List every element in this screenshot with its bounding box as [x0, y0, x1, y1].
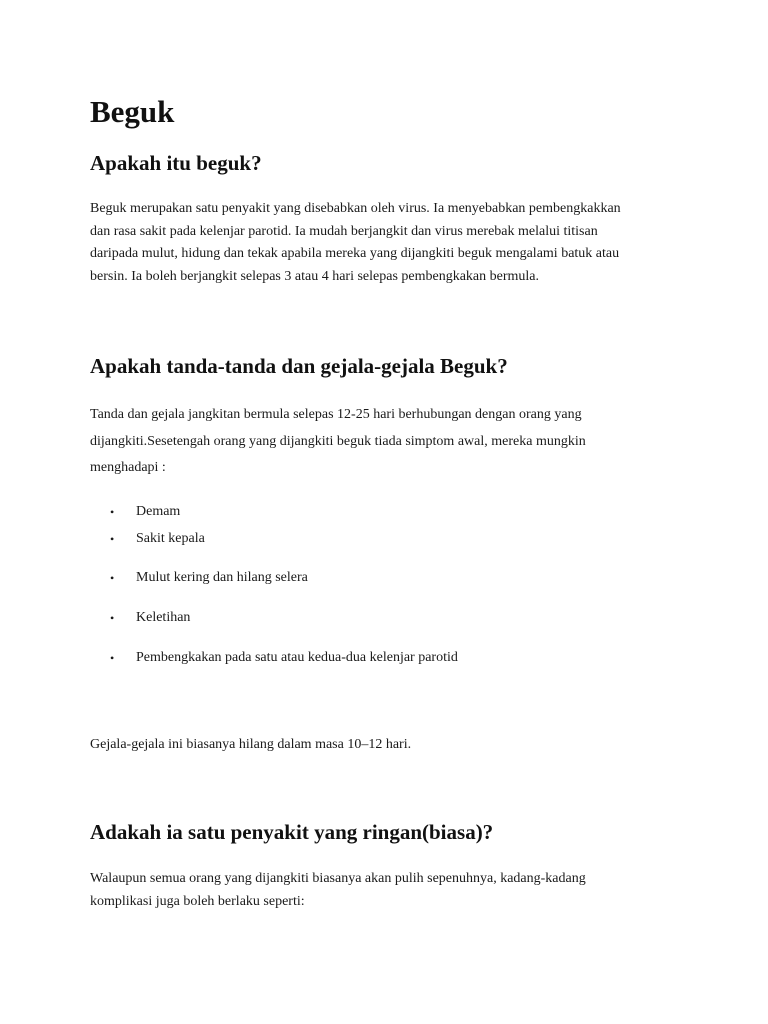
paragraph-line: daripada mulut, hidung dan tekak apabila mereka yang dijangkiti beguk mengalami batuk atau [90, 246, 620, 262]
section1-paragraph [90, 198, 690, 289]
bullet-icon: • [110, 651, 115, 665]
list-item-text: Demam [136, 504, 181, 519]
bullet-icon: • [110, 571, 115, 585]
section-heading-apakah-itu-beguk: Apakah itu beguk? [90, 151, 262, 175]
paragraph-line: menghadapi : [90, 460, 166, 476]
list-item-text: Pembengkakan pada satu atau kedua-dua kelenjar parotid [136, 650, 458, 665]
paragraph-line: dan rasa sakit pada kelenjar parotid. Ia mudah berjangkit dan virus merebak melalui titisan [90, 223, 598, 239]
section3-paragraph [90, 868, 690, 913]
bullet-icon: • [110, 611, 115, 625]
paragraph-line: Walaupun semua orang yang dijangkiti biasanya akan pulih sepenuhnya, kadang-kadang [90, 871, 586, 886]
list-item-text: Keletihan [136, 610, 191, 625]
section-heading-penyakit-ringan: Adakah ia satu penyakit yang ringan(biasa)? [90, 820, 494, 844]
paragraph-line: dijangkiti.Sesetengah orang yang dijangkiti beguk tiada simptom awal, mereka mungkin [90, 433, 586, 449]
list-item-text: Mulut kering dan hilang selera [136, 570, 308, 585]
paragraph-line: Gejala-gejala ini biasanya hilang dalam masa 10–12 hari. [90, 737, 412, 752]
paragraph-line: Tanda dan gejala jangkitan bermula selepas 12-25 hari berhubungan dengan orang yang [90, 407, 582, 422]
section-heading-tanda-gejala: Apakah tanda-tanda dan gejala-gejala Beguk? [90, 354, 508, 378]
section2-paragraph [90, 402, 690, 482]
bullet-icon: • [110, 532, 115, 546]
section2-closing-paragraph [90, 734, 690, 756]
bullet-icon: • [110, 505, 115, 519]
paragraph-line: komplikasi juga boleh berlaku seperti: [90, 893, 305, 909]
document-title: Beguk [90, 94, 175, 129]
list-item-text: Sakit kepala [136, 531, 205, 546]
paragraph-line: bersin. Ia boleh berjangkit selepas 3 atau 4 hari selepas pembengkakan bermula. [90, 269, 540, 285]
paragraph-line: Beguk merupakan satu penyakit yang disebabkan oleh virus. Ia menyebabkan pembengkakkan [90, 201, 621, 216]
